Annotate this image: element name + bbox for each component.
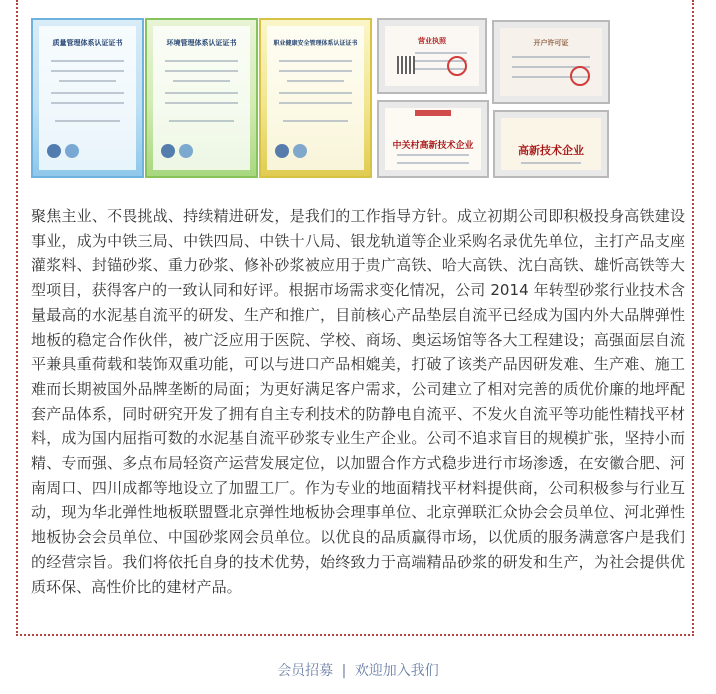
certificate-line — [165, 102, 238, 104]
certificate-paper — [267, 26, 364, 170]
certificate-line — [287, 80, 344, 82]
certificate-line — [55, 120, 120, 122]
certificate-line — [279, 70, 352, 72]
zgc-hightech-certificate — [377, 100, 489, 178]
business-license — [377, 18, 487, 94]
qr-code-icon — [397, 56, 415, 74]
license-paper — [385, 26, 479, 86]
certificate-line — [51, 60, 124, 62]
certificate-title: 职业健康安全管理体系认证证书 — [273, 40, 358, 47]
permit-line — [512, 56, 590, 58]
header-band — [415, 110, 451, 116]
zgc-line — [397, 154, 469, 156]
seal-icon — [293, 144, 307, 158]
seal-icon — [47, 144, 61, 158]
footer-separator: | — [341, 663, 347, 679]
account-permit — [492, 20, 610, 104]
company-profile-paragraph: 聚焦主业、不畏挑战、持续精进研发，是我们的工作指导方针。成立初期公司即积极投身高铁建设事业，成为中铁三局、中铁四局、中铁十八局、银龙轨道等企业采购名录优先单位，主打产品支座灌浆料、封锚砂浆、重力砂浆、修补砂浆被应用于贵广高铁、哈大高铁、沈白高铁、雄忻高铁等大型项目，获得客户的一致认同和好评。根据市场需求变化情况，公司 2014 年转型砂浆行业技术含量最高的水泥基自流平的研发、生产和推广，目前核心产品垫层自流平已经成为国内外大品牌弹性地板的稳定合作伙伴，被广泛应用于医院、学校、商场、奥运场馆等各大工程建设；高强面层自流平兼具重荷载和装饰双重功能，可以与进口产品相媲美，打破了该类产品因研发难、生产难、施工难而长期被国外品牌垄断的局面；为更好满足客户需求，公司建立了相对完善的质优价廉的地坪配套产品体系，同时研究开发了拥有自主专利技术的防静电自流平、不发火自流平等功能性精找平材料，成为国内屈指可数的水泥基自流平砂浆专业生产企业。公司不追求盲目的规模扩张，坚持小而精、专而强、多点布局轻资产运营发展定位，以加盟合作方式稳步进行市场渗透，在安徽合肥、河南周口、四川成都等地设立了加盟工厂。作为专业的地面精找平材料提供商，公司积极参与行业互动，现为华北弹性地板联盟暨北京弹性地板协会理事单位、北京弹联汇众协会会员单位、河北弹性地板协会会员单位、中国砂浆网会员单位。以优良的品质赢得市场，以优质的服务满意客户是我们的经营宗旨。我们将依托自身的技术优势，始终致力于高端精品砂浆的研发和生产，为社会提供优质环保、高性价比的建材产品。 — [31, 207, 685, 596]
seal-icon — [161, 144, 175, 158]
seal-icon — [275, 144, 289, 158]
certificate-line — [279, 102, 352, 104]
hightech-certificate — [493, 110, 609, 178]
zgc-paper — [385, 108, 481, 170]
member-recruit-link[interactable]: 会员招募 — [277, 663, 334, 679]
certificate-paper — [153, 26, 250, 170]
certificate-title: 质量管理体系认证证书 — [52, 39, 123, 47]
hightech-title: 高新技术企业 — [518, 144, 584, 157]
seal-icon — [179, 144, 193, 158]
certificate-line — [165, 70, 238, 72]
certificate-line — [279, 60, 352, 62]
certificate-line — [51, 102, 124, 104]
quality-certificate — [31, 18, 144, 178]
footer-links — [0, 660, 716, 680]
certificate-line — [173, 80, 230, 82]
seal-icon — [65, 144, 79, 158]
certificate-line — [165, 60, 238, 62]
certificate-line — [279, 92, 352, 94]
license-line — [415, 52, 467, 54]
stamp-icon — [570, 66, 590, 86]
permit-title: 开户许可证 — [533, 39, 569, 47]
certificate-gallery — [31, 18, 611, 183]
certificate-title: 环境管理体系认证证书 — [166, 39, 237, 47]
certificate-line — [165, 92, 238, 94]
hightech-paper — [501, 118, 601, 170]
zgc-line — [397, 162, 469, 164]
safety-certificate — [259, 18, 372, 178]
hightech-line — [521, 162, 581, 164]
certificate-line — [283, 120, 348, 122]
join-us-link[interactable]: 欢迎加入我们 — [354, 663, 439, 679]
stamp-icon — [447, 56, 467, 76]
certificate-paper — [39, 26, 136, 170]
zgc-title: 中关村高新技术企业 — [392, 141, 474, 151]
license-title: 营业执照 — [418, 37, 446, 45]
certificate-line — [169, 120, 234, 122]
permit-paper — [500, 28, 602, 96]
certificate-line — [59, 80, 116, 82]
environment-certificate — [145, 18, 258, 178]
certificate-line — [51, 70, 124, 72]
certificate-line — [51, 92, 124, 94]
